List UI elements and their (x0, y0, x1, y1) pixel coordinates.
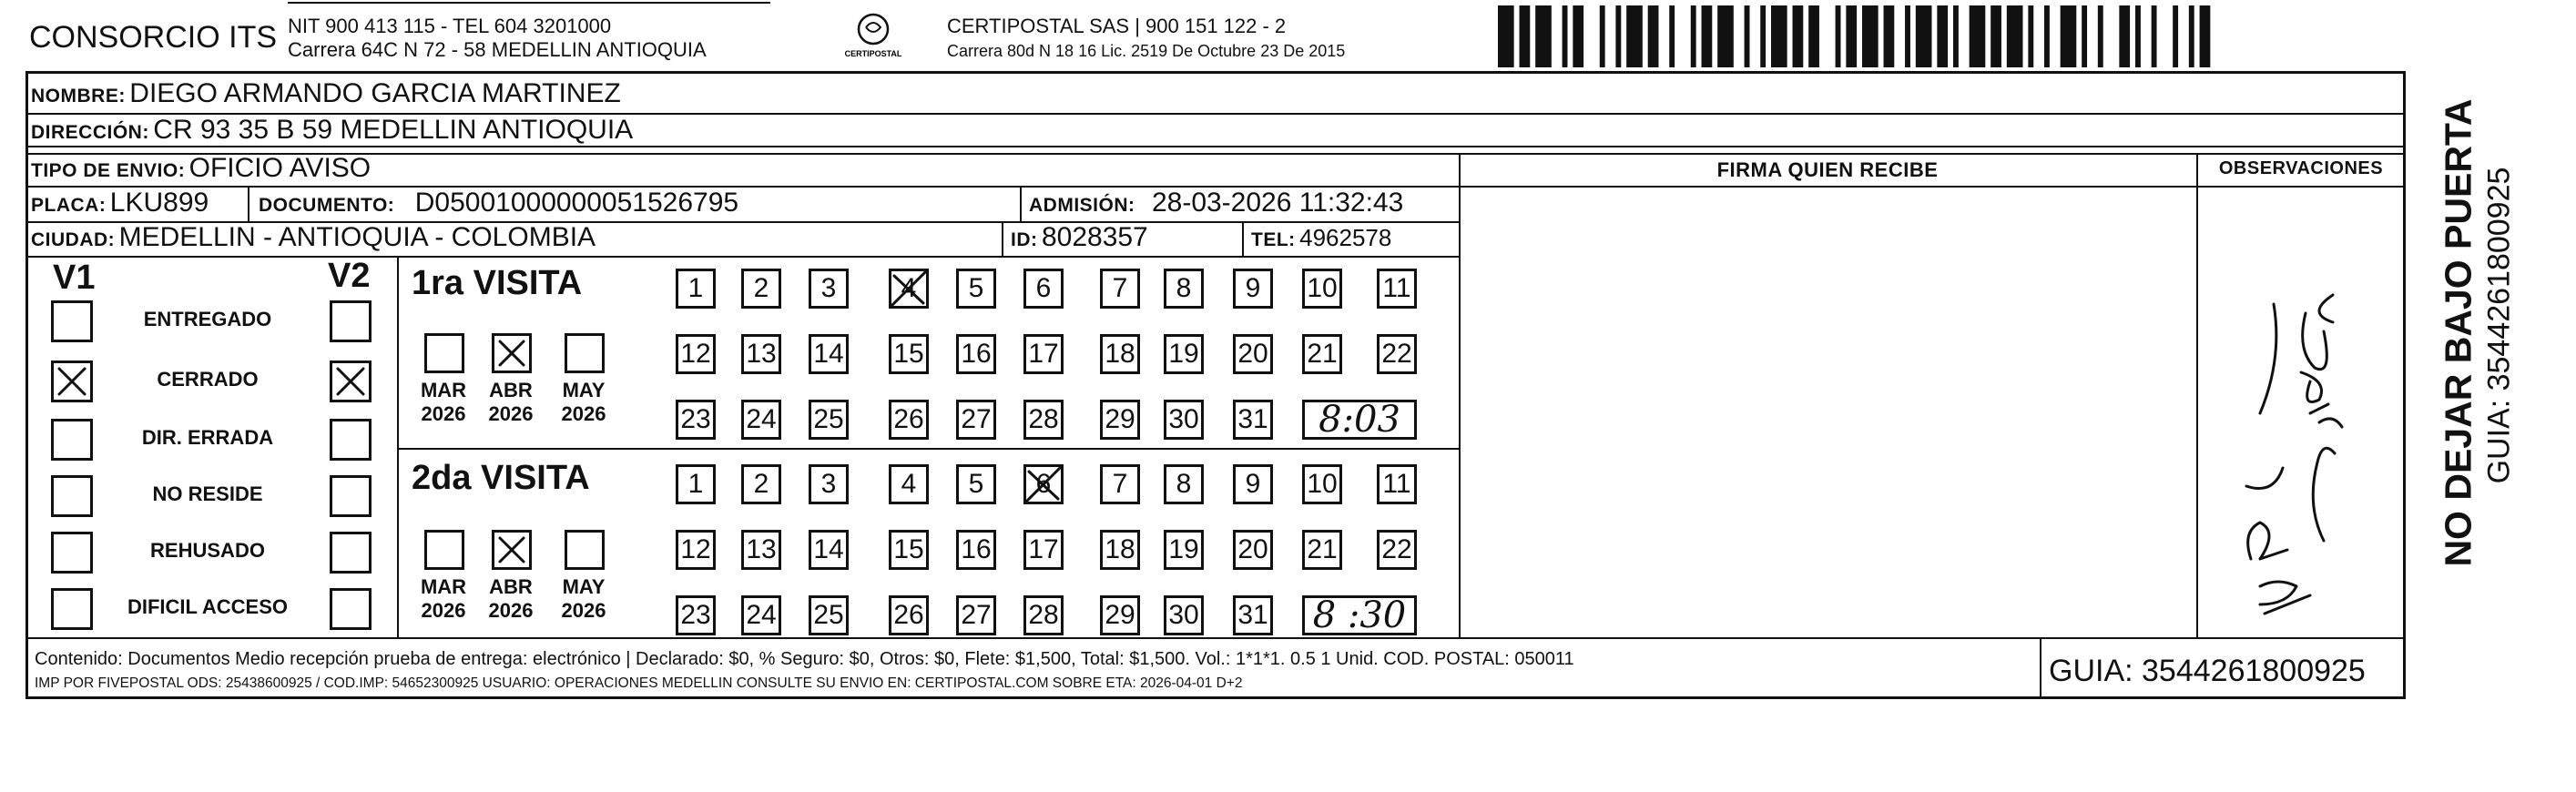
month-label (479, 379, 543, 426)
month-name: ABR (489, 379, 533, 401)
day-box[interactable] (1164, 530, 1204, 570)
day-number: 31 (1237, 404, 1268, 434)
day-number: 14 (813, 339, 844, 369)
placa-value: LKU899 (109, 188, 209, 218)
day-box[interactable] (1377, 334, 1417, 374)
month-label (552, 575, 616, 623)
day-box[interactable] (1023, 334, 1064, 374)
day-number: 26 (893, 600, 924, 630)
month-checkbox[interactable] (424, 333, 464, 373)
day-number: 1 (687, 469, 704, 499)
day-box[interactable] (1233, 595, 1273, 635)
status-label: NO RESIDE (152, 482, 263, 505)
day-number: 15 (893, 534, 924, 564)
admision-field (1029, 188, 1403, 218)
day-number: 3 (820, 273, 837, 303)
day-number: 3 (820, 469, 837, 499)
month-year: 2026 (421, 599, 466, 622)
day-number: 12 (680, 534, 711, 564)
day-number: 5 (968, 469, 984, 499)
col-line (1020, 186, 1022, 221)
day-box[interactable] (1377, 269, 1417, 309)
day-box[interactable] (956, 464, 996, 504)
day-box[interactable] (741, 464, 781, 504)
id-field (1011, 222, 1148, 253)
company-rule (288, 2, 770, 4)
day-number: 30 (1168, 404, 1199, 434)
tipo-label: TIPO DE ENVIO: (31, 160, 186, 181)
logo-text: CERTIPOSTAL (844, 49, 902, 58)
day-box[interactable] (741, 400, 781, 440)
status-label: ENTREGADO (143, 308, 272, 330)
day-number: 22 (1381, 339, 1412, 369)
day-box[interactable] (809, 530, 849, 570)
day-number: 23 (680, 404, 711, 434)
row-line (25, 153, 2406, 155)
imp-text: IMP POR FIVEPOSTAL ODS: 25438600925 / COD.IMP: 54652300925 USUARIO: OPERACIONES MEDELLIN CONSULTE SU ENVIO EN: CERTIPOSTAL.COM SOBRE ETA: 2026-04-01 D+2 (35, 675, 1243, 691)
placa-label: PLACA: (31, 195, 107, 216)
day-number: 25 (813, 404, 844, 434)
documento-field (259, 188, 738, 218)
month-label (552, 379, 616, 426)
day-number: 27 (961, 404, 992, 434)
direccion-label: DIRECCIÓN: (31, 122, 149, 143)
tel-value: 4962578 (1299, 224, 1392, 251)
day-number: 20 (1237, 339, 1268, 369)
ciudad-value: MEDELLIN - ANTIOQUIA - COLOMBIA (118, 222, 596, 252)
day-box[interactable] (809, 464, 849, 504)
month-checkbox[interactable] (565, 333, 605, 373)
day-box[interactable] (1302, 334, 1342, 374)
visit-time-box[interactable]: 8:03 (1302, 400, 1417, 440)
nombre-label: NOMBRE: (31, 86, 126, 107)
day-box[interactable] (1164, 595, 1204, 635)
day-box[interactable] (889, 530, 929, 570)
day-box[interactable] (741, 595, 781, 635)
day-number: 11 (1382, 469, 1411, 499)
day-box[interactable] (1164, 334, 1204, 374)
day-number: 29 (1105, 600, 1135, 630)
day-number: 7 (1112, 469, 1128, 499)
day-number: 9 (1245, 469, 1261, 499)
row-line (25, 146, 2406, 147)
col-line (2040, 637, 2041, 699)
day-number: 6 (1035, 469, 1052, 499)
day-number: 6 (1035, 273, 1052, 303)
day-number: 13 (746, 534, 777, 564)
col-line (1459, 153, 1461, 637)
day-number: 15 (893, 339, 924, 369)
day-box[interactable] (676, 595, 716, 635)
visit-2-title: 2da VISITA (412, 459, 590, 497)
month-label (412, 379, 475, 426)
col-line (1242, 221, 1244, 256)
company-name: CONSORCIO ITS (29, 20, 278, 55)
no-dejar-text: NO DEJAR BAJO PUERTA (2437, 98, 2479, 567)
status-label: DIFICIL ACCESO (127, 595, 288, 618)
day-number: 21 (1307, 339, 1338, 369)
month-checkbox[interactable] (492, 333, 532, 373)
day-number: 13 (746, 339, 777, 369)
day-box[interactable] (676, 269, 716, 309)
month-name: MAY (562, 575, 606, 598)
month-year: 2026 (488, 599, 534, 622)
day-number: 9 (1245, 273, 1261, 303)
day-box[interactable] (956, 334, 996, 374)
day-number: 18 (1105, 339, 1135, 369)
day-number: 2 (753, 273, 769, 303)
day-number: 5 (968, 273, 984, 303)
day-number: 28 (1028, 404, 1059, 434)
day-box[interactable] (1302, 530, 1342, 570)
courier-address: Carrera 80d N 18 16 Lic. 2519 De Octubre 23 De 2015 (947, 42, 1346, 60)
day-number: 2 (753, 469, 769, 499)
day-box[interactable] (956, 400, 996, 440)
day-box[interactable] (1233, 269, 1273, 309)
day-number: 25 (813, 600, 844, 630)
v2-checkbox[interactable] (330, 300, 372, 342)
col-line (397, 256, 399, 637)
nombre-row (31, 78, 621, 109)
ciudad-label: CIUDAD: (31, 229, 116, 250)
visit-1-title: 1ra VISITA (412, 264, 583, 302)
day-number: 22 (1381, 534, 1412, 564)
col-line (1002, 221, 1003, 256)
day-number: 11 (1382, 273, 1411, 303)
day-box[interactable] (676, 464, 716, 504)
documento-value: D05001000000051526795 (414, 188, 739, 218)
tel-label: TEL: (1251, 229, 1296, 250)
month-year: 2026 (561, 599, 606, 622)
day-number: 10 (1307, 469, 1338, 499)
courier-logo (832, 9, 914, 64)
nombre-value: DIEGO ARMANDO GARCIA MARTINEZ (129, 78, 621, 108)
month-name: MAR (420, 379, 467, 401)
direccion-row (31, 115, 633, 146)
v2-checkbox[interactable] (330, 532, 372, 574)
company-nit: NIT 900 413 115 - TEL 604 3201000 (288, 15, 612, 37)
day-box[interactable] (741, 269, 781, 309)
day-number: 24 (746, 404, 777, 434)
month-label (479, 575, 543, 623)
day-number: 4 (901, 273, 917, 303)
month-year: 2026 (561, 402, 606, 425)
v1-checkbox[interactable] (51, 532, 93, 574)
day-box[interactable] (809, 595, 849, 635)
day-box[interactable] (956, 530, 996, 570)
month-name: MAR (420, 575, 467, 598)
day-box[interactable] (1377, 464, 1417, 504)
day-box[interactable] (1302, 464, 1342, 504)
day-box[interactable] (809, 334, 849, 374)
v1-checkbox[interactable] (51, 475, 93, 517)
day-number: 19 (1168, 339, 1199, 369)
v2-header: V2 (328, 257, 371, 295)
day-number: 12 (680, 339, 711, 369)
day-number: 18 (1105, 534, 1135, 564)
day-box[interactable] (1164, 269, 1204, 309)
col-line (248, 186, 249, 221)
day-number: 14 (813, 534, 844, 564)
day-box[interactable] (1023, 530, 1064, 570)
day-box[interactable] (1100, 595, 1140, 635)
month-name: MAY (562, 379, 606, 401)
month-year: 2026 (488, 402, 534, 425)
status-label: REHUSADO (150, 539, 265, 562)
admision-label: ADMISIÓN: (1029, 195, 1135, 216)
observations-handwriting (2196, 186, 2406, 637)
day-box[interactable] (1023, 400, 1064, 440)
guia-footer: GUIA: 3544261800925 (2049, 654, 2366, 688)
status-label: DIR. ERRADA (141, 426, 274, 449)
id-label: ID: (1011, 229, 1038, 250)
day-box[interactable] (889, 464, 929, 504)
day-box[interactable] (1100, 530, 1140, 570)
day-number: 28 (1028, 600, 1059, 630)
day-number: 26 (893, 404, 924, 434)
day-box[interactable] (889, 334, 929, 374)
day-number: 17 (1028, 534, 1059, 564)
row-line (25, 637, 2406, 639)
day-box[interactable] (889, 400, 929, 440)
day-box[interactable] (676, 334, 716, 374)
status-label: CERRADO (157, 368, 259, 391)
day-box[interactable] (1164, 464, 1204, 504)
v2-checkbox[interactable] (330, 360, 372, 402)
barcode (1498, 5, 2226, 67)
row-line (25, 256, 1459, 258)
contenido-text: Contenido: Documentos Medio recepción prueba de entrega: electrónico | Declarado: $0, % Seguro: $0, Otros: $0, Flete: $1,500, Total: $1,500. Vol.: 1*1*1. 0.5 1 Unid. COD. POSTAL: 050011 (35, 649, 1574, 669)
day-number: 8 (1176, 273, 1192, 303)
day-number: 29 (1105, 404, 1135, 434)
courier-name: CERTIPOSTAL SAS | 900 151 122 - 2 (947, 15, 1287, 37)
firma-header: FIRMA QUIEN RECIBE (1716, 158, 1939, 181)
day-number: 4 (901, 469, 917, 499)
day-box[interactable] (956, 595, 996, 635)
day-box[interactable] (1100, 464, 1140, 504)
day-number: 24 (746, 600, 777, 630)
tipo-row (31, 153, 371, 184)
ciudad-field (31, 222, 596, 253)
day-number: 27 (961, 600, 992, 630)
placa-field (31, 188, 209, 218)
day-box[interactable] (1100, 400, 1140, 440)
v1-checkbox[interactable] (51, 419, 93, 461)
tel-field (1251, 224, 1391, 252)
day-number: 1 (687, 273, 704, 303)
day-box[interactable] (809, 269, 849, 309)
month-year: 2026 (421, 402, 466, 425)
month-name: ABR (489, 575, 533, 598)
v1-checkbox[interactable] (51, 300, 93, 342)
day-box[interactable] (1302, 269, 1342, 309)
day-box[interactable] (1023, 269, 1064, 309)
day-number: 7 (1112, 273, 1128, 303)
day-box[interactable] (1233, 530, 1273, 570)
day-box[interactable] (1233, 464, 1273, 504)
direccion-value: CR 93 35 B 59 MEDELLIN ANTIOQUIA (153, 115, 634, 145)
tipo-value: OFICIO AVISO (188, 153, 372, 183)
day-box[interactable] (741, 530, 781, 570)
day-number: 19 (1168, 534, 1199, 564)
day-number: 20 (1237, 534, 1268, 564)
visit-time-box[interactable]: 8 :30 (1302, 595, 1417, 635)
month-checkbox[interactable] (492, 530, 532, 570)
v1-checkbox[interactable] (51, 588, 93, 630)
day-number: 17 (1028, 339, 1059, 369)
day-box[interactable] (1164, 400, 1204, 440)
company-address: Carrera 64C N 72 - 58 MEDELLIN ANTIOQUIA (288, 38, 707, 61)
day-box[interactable] (889, 595, 929, 635)
day-box[interactable] (1023, 595, 1064, 635)
row-line (399, 448, 1459, 450)
month-checkbox[interactable] (424, 530, 464, 570)
observaciones-header: OBSERVACIONES (2218, 158, 2384, 178)
day-number: 30 (1168, 600, 1199, 630)
day-box[interactable] (676, 530, 716, 570)
day-box[interactable] (1100, 334, 1140, 374)
day-number: 10 (1307, 273, 1338, 303)
day-number: 21 (1307, 534, 1338, 564)
id-value: 8028357 (1041, 222, 1148, 252)
day-box[interactable] (1233, 400, 1273, 440)
v1-header: V1 (53, 259, 96, 297)
day-number: 31 (1237, 600, 1268, 630)
day-box[interactable] (1023, 464, 1064, 504)
month-checkbox[interactable] (565, 530, 605, 570)
side-guia-text: GUIA: 3544261800925 (2481, 167, 2517, 484)
day-box[interactable] (676, 400, 716, 440)
v1-checkbox[interactable] (51, 360, 93, 402)
day-box[interactable] (1100, 269, 1140, 309)
day-box[interactable] (956, 269, 996, 309)
day-box[interactable] (741, 334, 781, 374)
v2-checkbox[interactable] (330, 588, 372, 630)
day-number: 16 (961, 534, 992, 564)
side-text (2413, 98, 2517, 610)
admision-value: 28-03-2026 11:32:43 (1151, 188, 1404, 218)
documento-label: DOCUMENTO: (259, 195, 395, 216)
v2-checkbox[interactable] (330, 419, 372, 461)
day-box[interactable] (1377, 530, 1417, 570)
day-number: 8 (1176, 469, 1192, 499)
month-label (412, 575, 475, 623)
v2-checkbox[interactable] (330, 475, 372, 517)
day-box[interactable] (889, 269, 929, 309)
day-number: 23 (680, 600, 711, 630)
day-box[interactable] (1233, 334, 1273, 374)
day-box[interactable] (809, 400, 849, 440)
day-number: 16 (961, 339, 992, 369)
